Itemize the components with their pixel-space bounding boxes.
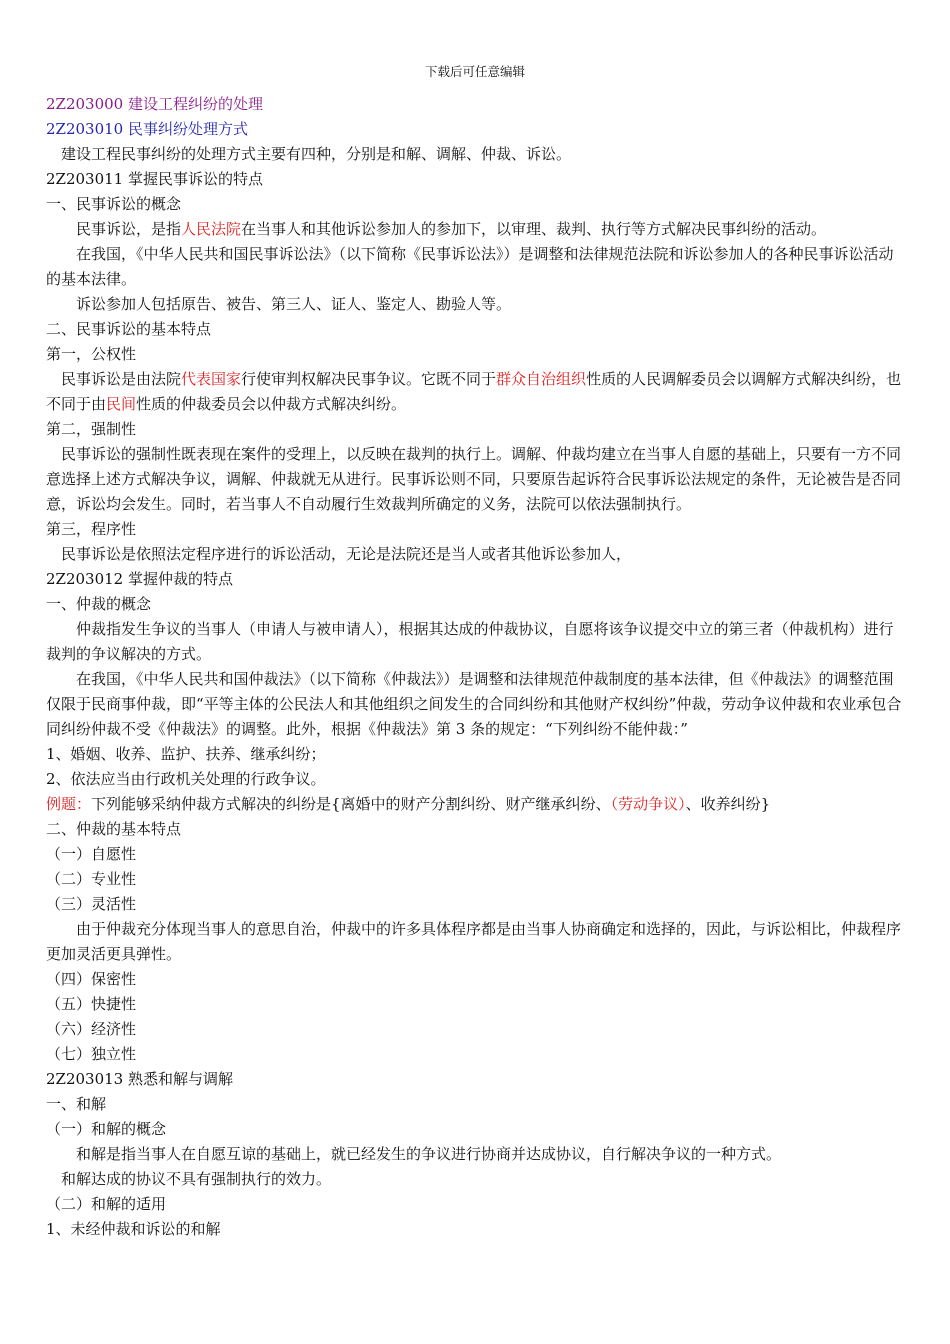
text-run: （一）自愿性	[46, 845, 137, 863]
paragraph	[46, 1217, 906, 1242]
text-run: 下列能够采纳仲裁方式解决的纠纷是{离婚中的财产分割纠纷、财产继承纠纷、	[91, 795, 611, 813]
text-run: 2、依法应当由行政机关处理的行政争议。	[46, 770, 326, 788]
paragraph	[46, 867, 906, 892]
text-run: （三）灵活性	[46, 895, 137, 913]
paragraph	[46, 367, 906, 417]
text-run: （六）经济性	[46, 1020, 137, 1038]
text-run: 2Z203000 建设工程纠纷的处理	[46, 95, 263, 113]
text-run: （一）和解的概念	[46, 1120, 167, 1138]
paragraph	[46, 192, 906, 217]
paragraph	[46, 1017, 906, 1042]
paragraph	[46, 917, 906, 967]
text-run: 2Z203011 掌握民事诉讼的特点	[46, 170, 263, 188]
paragraph	[46, 342, 906, 367]
paragraph	[46, 667, 906, 742]
highlighted-text: 群众自治组织	[496, 370, 587, 388]
paragraph	[46, 1092, 906, 1117]
paragraph	[46, 742, 906, 767]
paragraph	[46, 592, 906, 617]
paragraph	[46, 167, 906, 192]
paragraph	[46, 117, 906, 142]
text-run: 1、未经仲裁和诉讼的和解	[46, 1220, 221, 1238]
paragraph	[46, 317, 906, 342]
paragraph	[46, 1067, 906, 1092]
highlighted-text: 民间	[106, 395, 137, 413]
text-run: 民事诉讼的强制性既表现在案件的受理上，以反映在裁判的执行上。调解、仲裁均建立在当事人自愿的基础上，只要有一方不同意选择上述方式解决争议，调解、仲裁就无从进行。民事诉讼则不同，只要原告起诉符合民事诉讼法规定的条件，无论被告是否同意，诉讼均会发生。同时，若当事人不自动履行生效裁判所确定的义务，法院可以依法强制执行。	[46, 445, 902, 513]
text-run: 在我国，《中华人民共和国民事诉讼法》（以下简称《民事诉讼法》）是调整和法律规范法院和诉讼参加人的各种民事诉讼活动的基本法律。	[46, 245, 894, 288]
paragraph	[46, 517, 906, 542]
text-run: 二、民事诉讼的基本特点	[46, 320, 212, 338]
paragraph	[46, 92, 906, 117]
paragraph	[46, 792, 906, 817]
paragraph	[46, 242, 906, 292]
paragraph	[46, 842, 906, 867]
text-run: 一、仲裁的概念	[46, 595, 152, 613]
text-run: （四）保密性	[46, 970, 137, 988]
highlighted-text: 人民法院	[181, 220, 242, 238]
paragraph	[46, 892, 906, 917]
page-header: 下载后可任意编辑	[424, 64, 525, 79]
text-run: 仲裁指发生争议的当事人（申请人与被申请人），根据其达成的仲裁协议，自愿将该争议提交中立的第三者（仲裁机构）进行裁判的争议解决的方式。	[46, 620, 894, 663]
text-run: （二）专业性	[46, 870, 137, 888]
text-run: 建设工程民事纠纷的处理方式主要有四种，分别是和解、调解、仲裁、诉讼。	[61, 145, 572, 163]
paragraph	[46, 417, 906, 442]
text-run: 性质的仲裁委员会以仲裁方式解决纠纷。	[136, 395, 407, 413]
paragraph	[46, 217, 906, 242]
paragraph	[46, 992, 906, 1017]
text-run: 2Z203012 掌握仲裁的特点	[46, 570, 233, 588]
text-run: 1、婚姻、收养、监护、扶养、继承纠纷；	[46, 745, 326, 763]
paragraph	[46, 617, 906, 667]
text-run: （五）快捷性	[46, 995, 137, 1013]
text-run: 第一，公权性	[46, 345, 137, 363]
paragraph	[46, 1117, 906, 1142]
text-run: 民事诉讼，是指	[76, 220, 182, 238]
text-run: 第二，强制性	[46, 420, 137, 438]
text-run: （七）独立性	[46, 1045, 137, 1063]
highlighted-text: 例题：	[46, 795, 92, 813]
text-run: 性质的人民调解委员会以调解方式解决纠纷，也不同于由	[46, 370, 902, 413]
text-run: 和解是指当事人在自愿互谅的基础上，就已经发生的争议进行协商并达成协议，自行解决争议的一种方式。	[76, 1145, 782, 1163]
text-run: 在当事人和其他诉讼参加人的参加下，以审理、裁判、执行等方式解决民事纠纷的活动。	[241, 220, 827, 238]
paragraph	[46, 442, 906, 517]
text-run: 2Z203013 熟悉和解与调解	[46, 1070, 233, 1088]
paragraph	[46, 142, 906, 167]
text-run: 一、和解	[46, 1095, 107, 1113]
highlighted-text: （劳动争议）	[610, 795, 686, 813]
paragraph	[46, 817, 906, 842]
text-run: 诉讼参加人包括原告、被告、第三人、证人、鉴定人、勘验人等。	[76, 295, 512, 313]
document-body	[46, 92, 906, 1242]
paragraph	[46, 767, 906, 792]
paragraph	[46, 1167, 906, 1192]
text-run: 民事诉讼是由法院	[61, 370, 182, 388]
text-run: 2Z203010 民事纠纷处理方式	[46, 120, 248, 138]
paragraph	[46, 1042, 906, 1067]
text-run: 一、民事诉讼的概念	[46, 195, 182, 213]
text-run: 由于仲裁充分体现当事人的意思自治，仲裁中的许多具体程序都是由当事人协商确定和选择的，因此，与诉讼相比，仲裁程序更加灵活更具弹性。	[46, 920, 902, 963]
paragraph	[46, 1192, 906, 1217]
text-run: 二、仲裁的基本特点	[46, 820, 182, 838]
paragraph	[46, 292, 906, 317]
paragraph	[46, 967, 906, 992]
text-run: 、收养纠纷}	[685, 795, 771, 813]
highlighted-text: 代表国家	[181, 370, 242, 388]
text-run: 行使审判权解决民事争议。它既不同于	[241, 370, 497, 388]
paragraph	[46, 1142, 906, 1167]
paragraph	[46, 567, 906, 592]
paragraph	[46, 542, 906, 567]
text-run: （二）和解的适用	[46, 1195, 167, 1213]
text-run: 民事诉讼是依照法定程序进行的诉讼活动，无论是法院还是当人或者其他诉讼参加人，	[61, 545, 632, 563]
text-run: 和解达成的协议不具有强制执行的效力。	[61, 1170, 332, 1188]
text-run: 第三，程序性	[46, 520, 137, 538]
text-run: 在我国，《中华人民共和国仲裁法》（以下简称《仲裁法》）是调整和法律规范仲裁制度的基本法律，但《仲裁法》的调整范围仅限于民商事仲裁，即“平等主体的公民法人和其他组织之间发生的合同纠纷和其他财产权纠纷”仲裁，劳动争议仲裁和农业承包合同纠纷仲裁不受《仲裁法》的调整。此外，根据《仲裁法》第 3 条的规定：“下列纠纷不能仲裁：”	[46, 670, 902, 738]
